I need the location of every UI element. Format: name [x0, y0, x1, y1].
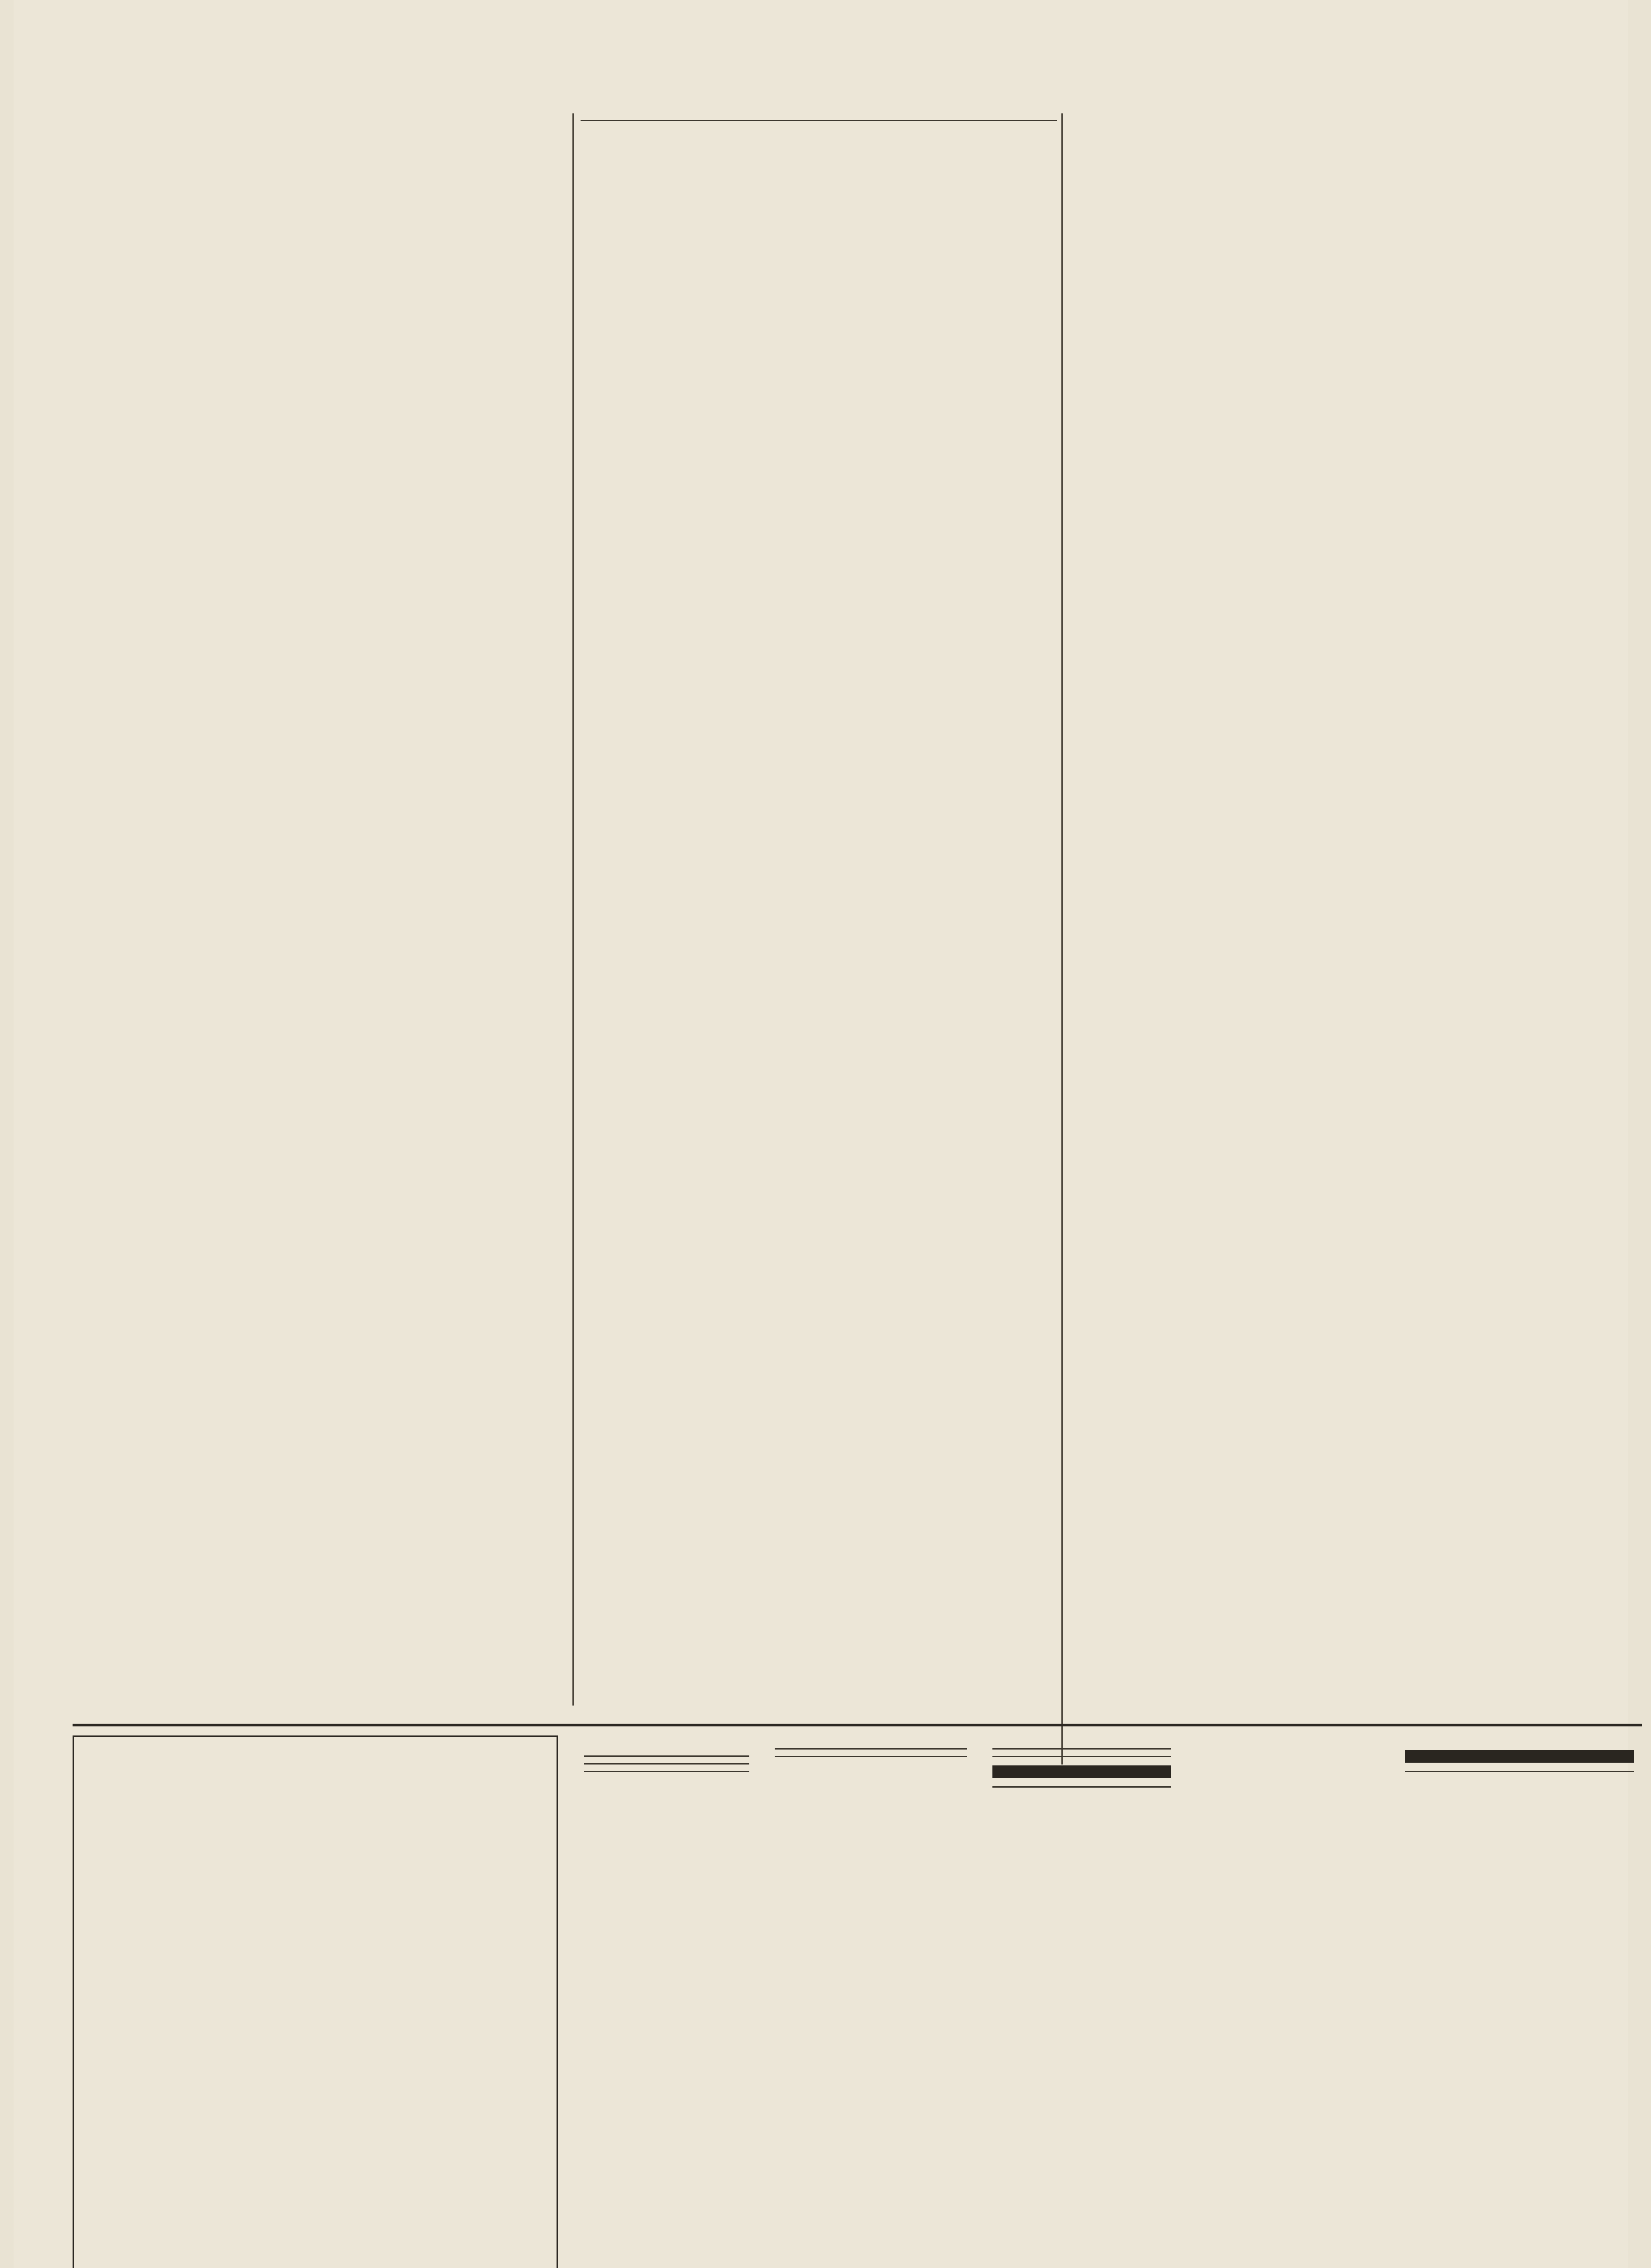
column-divider-2: [1061, 113, 1063, 1765]
advertisements: [73, 1724, 1642, 2268]
divider: [584, 1763, 749, 1765]
column-divider-1: [572, 113, 574, 1706]
divider: [992, 1786, 1171, 1788]
divider: [775, 1756, 967, 1757]
ad-moebel: [984, 1735, 1179, 2268]
divider: [581, 120, 1057, 121]
ad-wiefelstede: [576, 1735, 757, 2268]
divider: [992, 1748, 1171, 1750]
ad-kap-gesucht: [1405, 1750, 1634, 1763]
ad-kapitalisten: [1397, 1735, 1642, 2268]
column-stock-quotes: [73, 113, 562, 1696]
divider: [584, 1771, 749, 1772]
ad-etzhorner-krug: [73, 1735, 558, 2268]
divider: [992, 1756, 1171, 1757]
column-shipping: [1070, 113, 1642, 1751]
ad-verleihen: [992, 1765, 1171, 1778]
column-markets: [581, 113, 1057, 1760]
divider: [1405, 1771, 1634, 1772]
divider: [775, 1748, 967, 1750]
newspaper-page: [14, 0, 1628, 2268]
ad-herd-nsu: [767, 1735, 975, 2268]
divider: [584, 1755, 749, 1757]
